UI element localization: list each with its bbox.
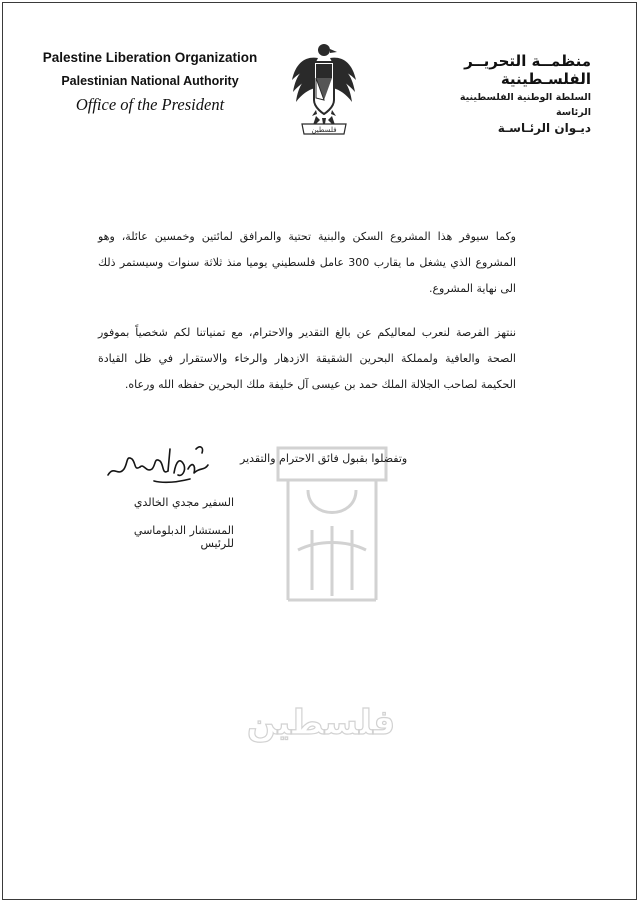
handwritten-signature — [104, 435, 214, 487]
closing-line: وتفضلوا بقبول فائق الاحترام والتقدير — [240, 452, 408, 465]
letter-paragraph-1: وكما سيوفر هذا المشروع السكن والبنية تحتية والمرافق لمائتين وخمسين عائلة، وهو المشروع الذي يشغل ما يقارب 300 عامل فلسطيني يوميا منذ ثلاثة سنوات وسيستمر ذلك الى نهاية المشروع. — [98, 230, 516, 295]
palestinian-eagle-emblem-icon — [286, 40, 362, 140]
letter-paragraph-2: ننتهز الفرصة لنعرب لمعاليكم عن بالغ التقدير والاحترام، مع تمنياتنا لكم شخصياً بموفور الصحة والعافية ولمملكة البحرين الشقيقة الازدهار والرخاء والاستقرار في ظل القيادة الحكيمة لصاحب الجلالة الملك حمد بن عيسى آل خليفة ملك البحرين حفظه الله ورعاه. — [98, 326, 516, 391]
authority-name-ar: السلطة الوطنية الفلسطينية — [459, 92, 591, 103]
arabic-letterhead — [401, 52, 591, 135]
signatory-name: السفير مجدي الخالدي — [133, 496, 234, 509]
presidency-ar: الرئاسة — [556, 107, 591, 118]
english-letterhead — [40, 50, 260, 115]
emblem-caption: فلسطين — [311, 126, 337, 134]
authority-name-en: Palestinian National Authority — [61, 74, 239, 88]
official-stamp-icon — [268, 440, 396, 612]
signatory-title: المستشار الدبلوماسي للرئيس — [133, 524, 234, 550]
office-name-ar: ديـوان الرئـاسـة — [497, 121, 591, 135]
palestine-watermark — [206, 698, 436, 750]
watermark-text: فلسطين — [246, 703, 396, 743]
office-name-en: Office of the President — [75, 95, 225, 114]
org-name-en: Palestine Liberation Organization — [42, 50, 258, 65]
org-name-ar: منظمــة التحريــر الفلسـطينية — [464, 52, 591, 88]
